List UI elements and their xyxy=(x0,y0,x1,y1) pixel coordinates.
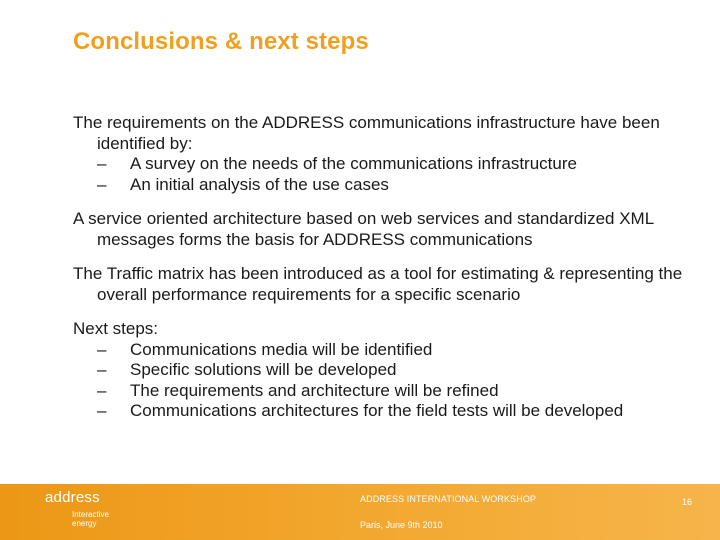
sub-bullet xyxy=(73,401,703,422)
slide-title: Conclusions & next steps xyxy=(73,28,369,55)
dash-icon xyxy=(97,401,130,422)
dash-icon xyxy=(97,360,130,381)
sub-bullet-text: Communications architectures for the field tests will be developed xyxy=(130,401,624,420)
sub-bullet xyxy=(73,381,703,402)
sub-bullet xyxy=(73,340,703,361)
bullet-block xyxy=(73,113,703,195)
brand-tagline: Interactive energy xyxy=(72,510,109,528)
bullet-text: A service oriented architecture based on web services and standardized XML messages forms the basis for ADDRESS communications xyxy=(73,209,654,249)
workshop-label: ADDRESS INTERNATIONAL WORKSHOP xyxy=(360,494,537,504)
sub-bullet xyxy=(73,154,703,175)
sub-bullet xyxy=(73,175,703,196)
bullet-text: The requirements on the ADDRESS communications infrastructure have been identified by: xyxy=(73,113,660,153)
bullet-block xyxy=(73,209,703,250)
bullet-block xyxy=(73,319,703,422)
page-number: 16 xyxy=(682,497,693,507)
brand-logo: address xyxy=(45,489,100,506)
dash-icon xyxy=(97,154,130,175)
sub-bullet-text: Communications media will be identified xyxy=(130,339,433,359)
bullet-block xyxy=(73,264,703,305)
sub-bullet-text: An initial analysis of the use cases xyxy=(130,174,389,194)
dash-icon xyxy=(97,340,130,361)
bullet-text: The Traffic matrix has been introduced as a tool for estimating & representing the overall performance requirements for a specific scenario xyxy=(73,264,683,304)
sub-bullet-text: The requirements and architecture will be refined xyxy=(130,380,499,400)
slide-body xyxy=(73,113,703,422)
footer-date: Paris, June 9th 2010 xyxy=(360,520,443,530)
dash-icon xyxy=(97,175,130,196)
bullet-text: Next steps: xyxy=(73,319,159,338)
dash-icon xyxy=(97,381,130,402)
footer-bar xyxy=(0,484,720,540)
sub-bullet xyxy=(73,360,703,381)
sub-bullet-text: A survey on the needs of the communications infrastructure xyxy=(130,154,577,173)
sub-bullet-text: Specific solutions will be developed xyxy=(130,360,397,379)
